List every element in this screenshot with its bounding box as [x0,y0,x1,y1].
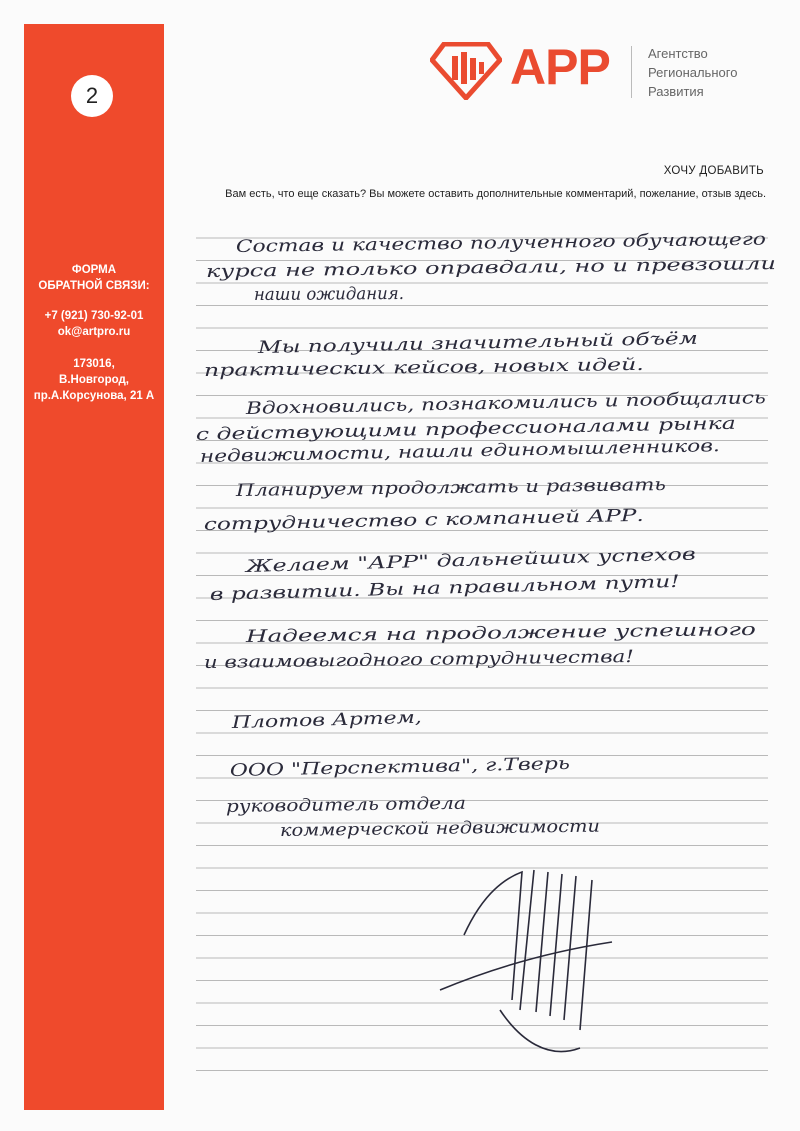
address-line2: В.Новгород, [59,374,129,386]
handwritten-line: и взаимовыгодного сотрудничества! [203,648,547,673]
form-title-line2: ОБРАТНОЙ СВЯЗИ: [38,280,150,292]
form-title-line1: ФОРМА [71,264,117,276]
logo-wordmark: АРР [510,39,610,95]
signature-scribble [440,870,612,1052]
logo-subtitle-line2: Регионального [648,65,738,80]
section-prompt: Вам есть, что еще сказать? Вы можете оставить дополнительные комментарий, пожелание, отзыв здесь. [225,188,766,200]
handwritten-line: Желаем "АРР" дальнейших успехов [245,548,568,577]
handwritten-line: коммерческой недвижимости [279,817,561,841]
handwritten-line: Мы получили значительный объём [257,331,582,358]
phone-text: +7 (921) 730-92-01 [44,310,144,322]
handwritten-line: Надеемся на продолжение успешного [245,622,597,647]
handwritten-line: с действующими профессионалами рынка [195,416,587,445]
logo-subtitle-line1: Агентство [648,46,708,61]
logo-subtitle-line3: Развития [648,84,704,99]
handwritten-line: Плотов Артем, [231,708,380,733]
handwritten-line: Планируем продолжать и развивать [235,476,582,501]
handwritten-line: руководитель отдела [225,794,429,817]
address-line3: пр.А.Корсунова, 21 А [33,390,155,402]
section-title: ХОЧУ ДОБАВИТЬ [663,165,764,177]
address-line1: 173016, [73,358,115,370]
handwritten-line: Состав и качество полученного обучающего [235,231,651,257]
handwritten-line: курса не только оправдали, но и превзошли [205,256,609,282]
handwritten-line: практических кейсов, новых идей. [203,356,520,381]
handwritten-line: недвижимости, нашли единомышленников. [199,438,607,467]
handwritten-line: сотрудничество с компанией АРР. [203,508,526,535]
handwritten-line: Вдохновились, познакомились и пообщались [245,390,652,419]
page-number-badge: 2 [71,75,113,117]
handwritten-line: в развитии. Вы на правильном пути! [209,575,553,605]
handwritten-line: ООО "Перспектива", г.Тверь [229,755,493,781]
email-text: ok@artpro.ru [57,326,131,338]
handwritten-line: наши ожидания. [253,283,409,305]
